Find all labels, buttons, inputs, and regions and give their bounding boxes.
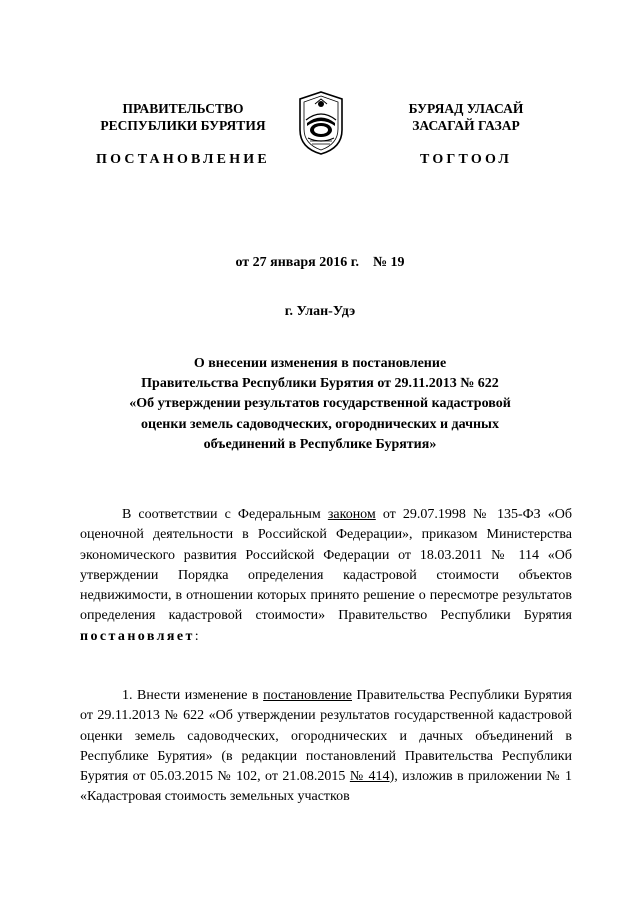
preamble-colon: :	[194, 628, 199, 644]
resolution-414-link[interactable]: № 414	[349, 769, 390, 785]
decree-title-line5: объединений в Республике Бурятия»	[203, 436, 437, 452]
decree-title-line3: «Об утверждении результатов государственной кадастровой	[129, 396, 511, 412]
decree-date: от 27 января 2016 г.	[235, 255, 359, 270]
decree-title	[80, 354, 560, 455]
government-name-bua-line1: БУРЯАД УЛАСАЙ	[408, 101, 524, 116]
decree-number: № 19	[372, 255, 405, 270]
item-1-paragraph	[80, 686, 572, 808]
government-name-line2: РЕСПУБЛИКИ БУРЯТИЯ	[100, 118, 266, 133]
government-name-ru	[90, 100, 276, 134]
item-1-text-end: ), изложив в приложении № 1 «Кадастровая стоимость земельных участков	[80, 769, 573, 805]
item-1-text-start: 1. Внести изменение в	[122, 688, 264, 703]
decree-title-line2: Правительства Республики Бурятия от 29.11.2013 № 622	[141, 376, 499, 392]
government-name-line1: ПРАВИТЕЛЬСТВО	[122, 101, 244, 116]
decree-verb: постановляет	[80, 628, 195, 644]
doc-type-bua: ТОГТООЛ	[419, 152, 513, 167]
preamble-text-body: от 29.07.1998 № 135-ФЗ «Об оценочной деятельности в Российской Федерации», приказом Министерства экономического развития Российской Федерации от 18.03.2011 № 114 «Об утверждении Порядка определения кадастровой стоимости объектов недвижимости, в отношении которых принято решение о пересмотре результатов определения кадастровой стоимости» Правительство Республики Бурятия	[80, 507, 572, 624]
coat-of-arms-icon	[298, 90, 344, 156]
federal-law-link[interactable]: законом	[327, 507, 376, 522]
decree-city: г. Улан-Удэ	[284, 304, 356, 319]
doc-type-ru: ПОСТАНОВЛЕНИЕ	[96, 152, 270, 167]
decree-title-line4: оценки земель садоводческих, огороднических и дачных	[141, 416, 499, 432]
preamble-text-start: В соответствии с Федеральным	[122, 507, 328, 522]
item-1-text-body: Правительства Республики Бурятия от 29.11.2013 № 622 «Об утверждении результатов государственной кадастровой оценки земель садоводческих, огороднических и дачных объединений в Республике Бурятия» (в редакции постановлений Правительства Республики Бурятия от 05.03.2015 № 102, от 21.08.2015	[80, 688, 573, 785]
preamble-paragraph	[80, 505, 572, 647]
government-name-bua	[376, 100, 556, 134]
government-name-bua-line2: ЗАСАГАЙ ГАЗАР	[412, 118, 520, 133]
resolution-link[interactable]: постановление	[263, 688, 352, 703]
decree-title-line1: О внесении изменения в постановление	[193, 356, 447, 371]
decree-date-line	[0, 255, 640, 271]
